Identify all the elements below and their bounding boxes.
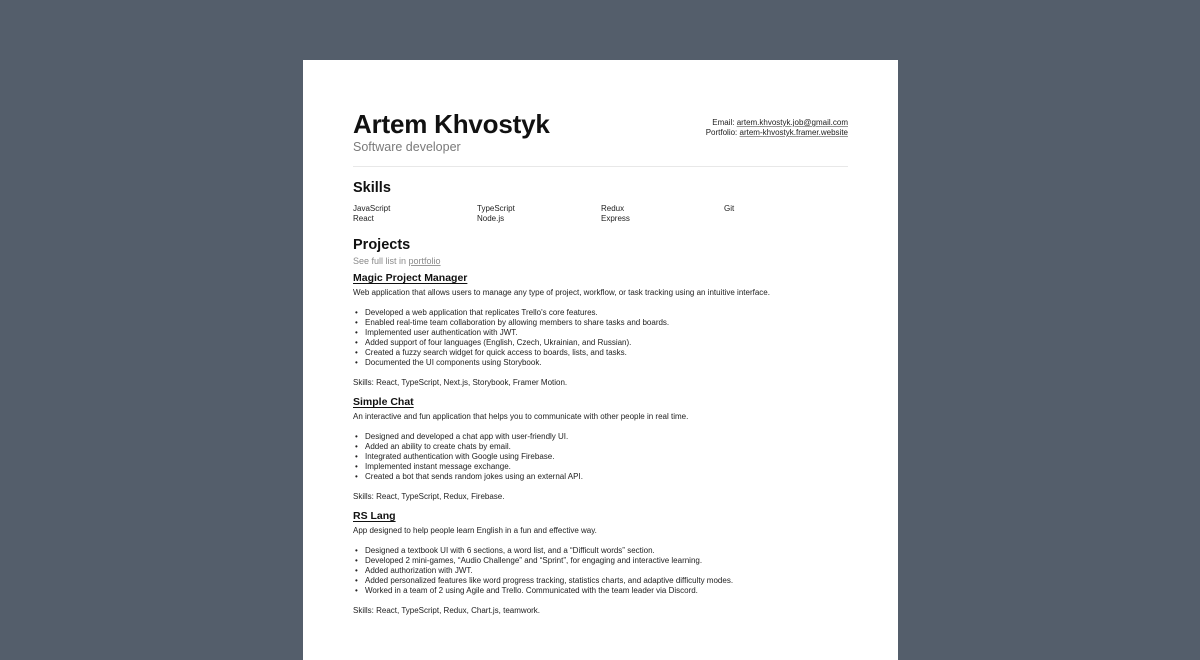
project-bullet: • Added support of four languages (English, Czech, Ukrainian, and Russian).	[365, 338, 853, 348]
skill-item: Git	[724, 204, 735, 213]
header-divider	[353, 166, 848, 167]
project-title[interactable]: RS Lang	[353, 510, 396, 522]
portfolio-label: Portfolio:	[705, 128, 738, 137]
portfolio-link[interactable]: artem-khvostyk.framer.website	[739, 128, 848, 137]
project-bullet: • Developed 2 mini-games, “Audio Challenge” and “Sprint”, for engaging and interactive learning.	[365, 556, 853, 566]
see-full-list	[353, 255, 441, 267]
resume-page	[303, 60, 898, 660]
skills-heading: Skills	[353, 180, 391, 196]
project-skills: Skills: React, TypeScript, Next.js, Storybook, Framer Motion.	[353, 378, 568, 387]
project-bullet: • Developed a web application that replicates Trello's core features.	[365, 308, 853, 318]
project-bullet: • Created a fuzzy search widget for quick access to boards, lists, and tasks.	[365, 348, 853, 358]
projects-list	[353, 271, 853, 623]
skill-item: React	[353, 214, 374, 223]
project-skills: Skills: React, TypeScript, Redux, Firebase.	[353, 492, 505, 501]
email-label: Email:	[712, 118, 735, 127]
project-skills: Skills: React, TypeScript, Redux, Chart.js, teamwork.	[353, 606, 541, 615]
projects-heading: Projects	[353, 237, 411, 253]
project-bullets	[353, 432, 853, 482]
project-title[interactable]: Simple Chat	[353, 396, 414, 408]
skill-item: JavaScript	[353, 204, 391, 213]
see-full-text: See full list in	[353, 256, 407, 266]
project-item	[353, 509, 853, 616]
project-bullet: • Designed a textbook UI with 6 sections, a word list, and a “Difficult words” section.	[365, 546, 853, 556]
project-title[interactable]: Magic Project Manager	[353, 272, 468, 284]
project-bullet: • Designed and developed a chat app with user-friendly UI.	[365, 432, 853, 442]
project-description: Web application that allows users to manage any type of project, workflow, or task tracking using an intuitive interface.	[353, 288, 770, 297]
project-description: App designed to help people learn English in a fun and effective way.	[353, 526, 597, 535]
project-item	[353, 271, 853, 388]
skill-item: Express	[601, 214, 630, 223]
skill-item: Redux	[601, 204, 625, 213]
project-bullet: • Worked in a team of 2 using Agile and Trello. Communicated with the team leader via Discord.	[365, 586, 853, 596]
candidate-role: Software developer	[353, 140, 461, 154]
skill-item: TypeScript	[477, 204, 515, 213]
project-bullets	[353, 546, 853, 596]
skill-item: Node.js	[477, 214, 505, 223]
portfolio-inline-link[interactable]: portfolio	[408, 256, 441, 266]
project-bullet: • Added personalized features like word progress tracking, statistics charts, and adaptive difficulty modes.	[365, 576, 853, 586]
project-item	[353, 395, 853, 502]
skills-grid	[353, 204, 849, 224]
email-link[interactable]: artem.khvostyk.job@gmail.com	[736, 118, 848, 127]
project-bullet: • Added an ability to create chats by email.	[365, 442, 853, 452]
candidate-name: Artem Khvostyk	[353, 109, 550, 139]
project-bullet: • Implemented instant message exchange.	[365, 462, 853, 472]
project-description: An interactive and fun application that helps you to communicate with other people in real time.	[353, 412, 689, 421]
project-bullet: • Enabled real-time team collaboration by allowing members to share tasks and boards.	[365, 318, 853, 328]
project-bullets	[353, 308, 853, 368]
project-bullet: • Created a bot that sends random jokes using an external API.	[365, 472, 853, 482]
project-bullet: • Implemented user authentication with JWT.	[365, 328, 853, 338]
project-bullet: • Added authorization with JWT.	[365, 566, 853, 576]
contact-info	[706, 118, 848, 138]
project-bullet: • Integrated authentication with Google using Firebase.	[365, 452, 853, 462]
project-bullet: • Documented the UI components using Storybook.	[365, 358, 853, 368]
